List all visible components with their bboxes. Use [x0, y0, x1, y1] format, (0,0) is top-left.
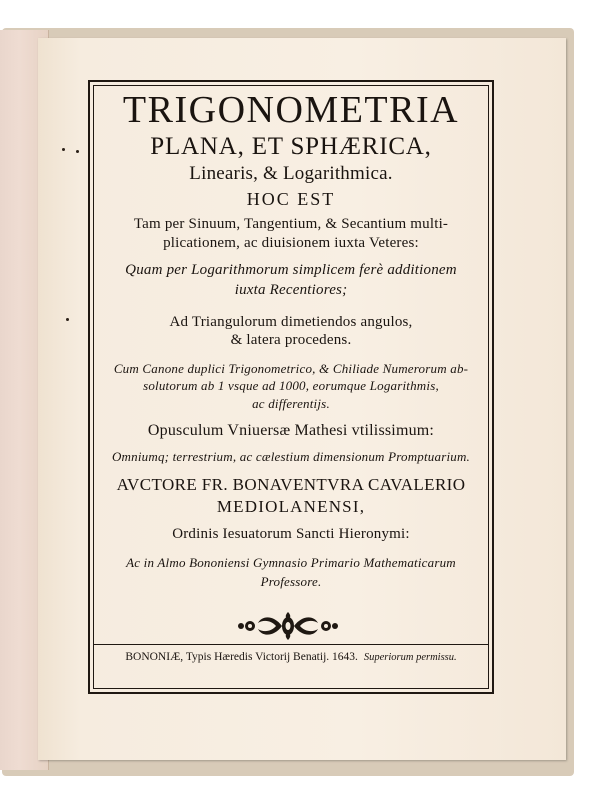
imprint-line — [93, 651, 489, 663]
hoc-est-heading: HOC EST — [246, 189, 336, 209]
opusculum-line: Opusculum Vniuersæ Mathesi vtilissimum: — [147, 422, 435, 439]
religious-order: Ordinis Iesuatorum Sancti Hieronymi: — [172, 526, 410, 542]
floral-fleuron-icon — [236, 609, 340, 643]
author-origin: MEDIOLANENSI, — [216, 497, 366, 516]
canon-line: Cum Canone duplici Trigonometrico, & Chiliade Numerorum ab- — [113, 361, 469, 376]
description-line: Tam per Sinuum, Tangentium, & Secantium multi- — [133, 216, 449, 232]
description-line-italic: Quam per Logarithmorum simplicem ferè additionem — [125, 262, 457, 278]
author-line: AVCTORE FR. BONAVENTVRA CAVALERIO — [116, 475, 466, 494]
canon-line: ac differentijs. — [252, 396, 330, 411]
permission-note: Superiorum permissu. — [363, 652, 457, 663]
page-speck — [66, 318, 69, 321]
book-subtitle-2: Linearis, & Logarithmica. — [189, 163, 393, 184]
page-speck — [76, 150, 79, 153]
academic-position: Ac in Almo Bononiensi Gymnasio Primario Mathematicarum — [126, 555, 456, 570]
promptuarium-line: Omniumq; terrestrium, ac cælestium dimensionum Promptuarium. — [111, 449, 471, 464]
book-title: TRIGONOMETRIA — [122, 89, 460, 131]
page-speck — [62, 148, 65, 151]
imprint-text: BONONIÆ, Typis Hæredis Victorij Benatij. 1643. — [125, 651, 358, 663]
canon-line: solutorum ab 1 vsque ad 1000, eorumque Logarithmis, — [143, 378, 439, 393]
description-line: & latera procedens. — [230, 332, 352, 348]
description-line-italic: iuxta Recentiores; — [234, 282, 348, 298]
academic-position: Professore. — [260, 574, 322, 589]
description-line: plicationem, ac diuisionem iuxta Veteres: — [163, 235, 419, 251]
book-subtitle: PLANA, ET SPHÆRICA, — [150, 133, 432, 160]
imprint-divider — [93, 644, 489, 645]
description-line: Ad Triangulorum dimetiendos angulos, — [169, 314, 413, 330]
